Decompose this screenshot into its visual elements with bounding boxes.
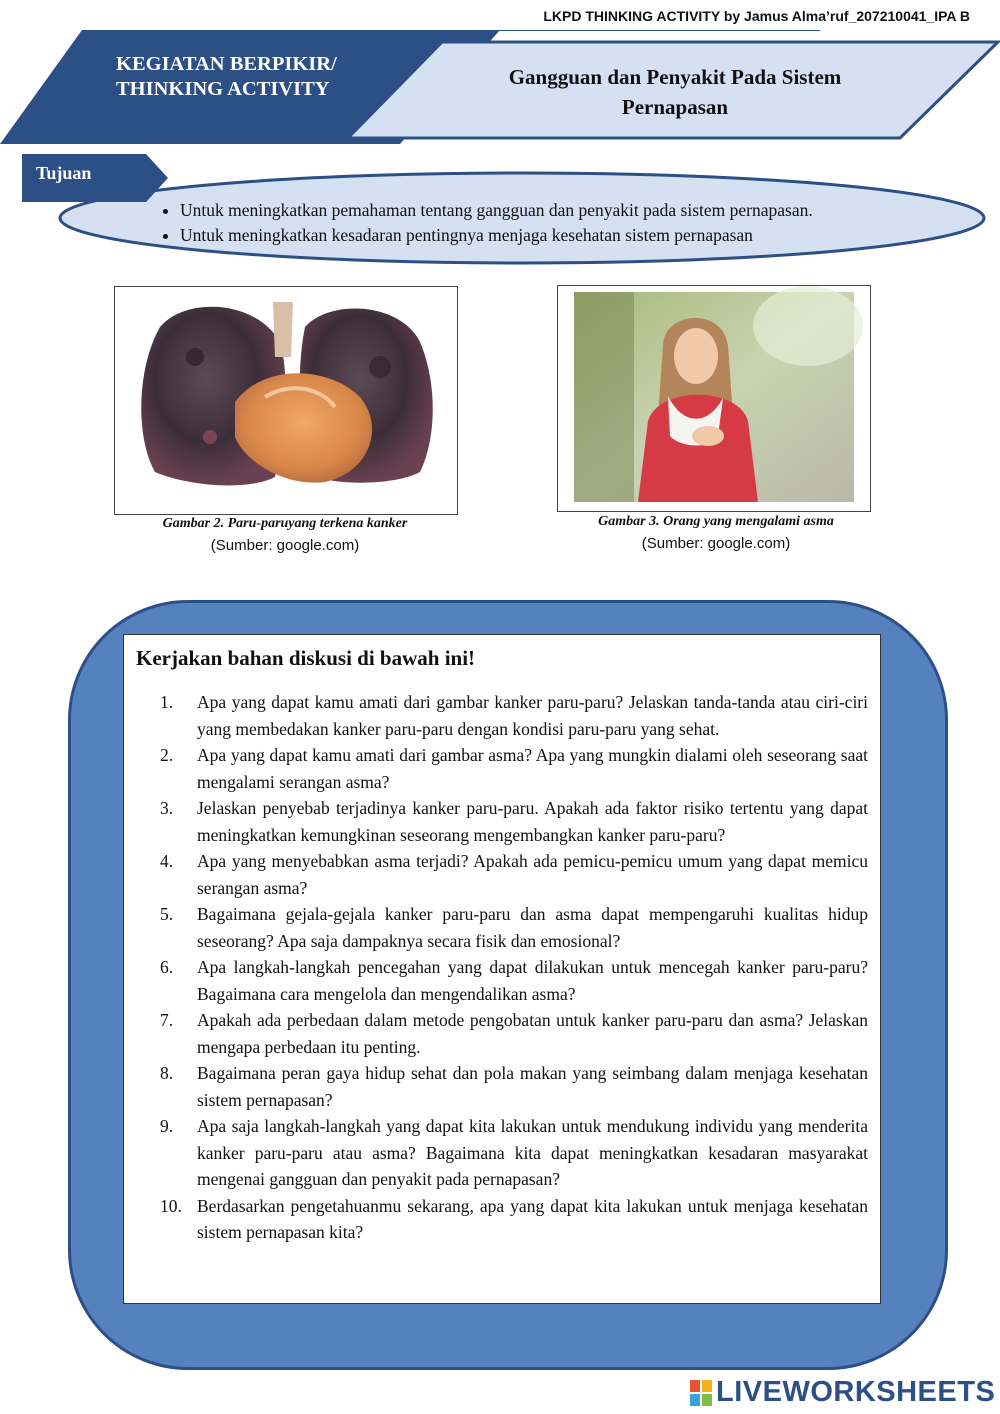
question-item <box>160 954 868 1007</box>
activity-label <box>116 52 337 102</box>
question-text: Berdasarkan pengetahuanmu sekarang, apa yang dapat kita lakukan untuk menjaga kesehatan sistem pernapasan kita? <box>197 1195 868 1242</box>
caption-title: Gambar 3. Orang yang mengalami asma <box>598 514 834 529</box>
figure-asthma-caption <box>557 511 875 555</box>
asthma-image <box>558 286 870 511</box>
question-item <box>160 1113 868 1193</box>
question-item <box>160 901 868 954</box>
caption-title: Gambar 2. Paru-paruyang terkena kanker <box>162 516 408 531</box>
page-title-line1: Gangguan dan Penyakit Pada Sistem <box>508 65 842 89</box>
question-text: Bagaimana gejala-gejala kanker paru-paru dan asma dapat mempengaruhi kualitas hidup seseorang? Apa saja dampaknya secara fisik dan emosional? <box>197 904 868 951</box>
figure-lung-cancer <box>114 286 458 515</box>
figure-lung-cancer-caption <box>114 513 456 557</box>
question-text: Apa yang menyebabkan asma terjadi? Apakah ada pemicu-pemicu umum yang dapat memicu serangan asma? <box>197 851 868 898</box>
tujuan-label: Tujuan <box>36 163 92 183</box>
question-text: Apakah ada perbedaan dalam metode pengobatan untuk kanker paru-paru dan asma? Jelaskan mengapa perbedaan itu penting. <box>197 1010 868 1057</box>
page-title-line2: Pernapasan <box>621 95 729 119</box>
question-number: 2. <box>160 745 174 765</box>
question-text: Bagaimana peran gaya hidup sehat dan pola makan yang seimbang dalam menjaga kesehatan sistem pernapasan? <box>197 1063 868 1110</box>
question-number: 9. <box>160 1116 174 1136</box>
question-item <box>160 1193 868 1246</box>
figure-asthma <box>557 285 871 512</box>
caption-source: (Sumber: google.com) <box>210 537 360 554</box>
liveworksheets-logo[interactable] <box>690 1376 995 1409</box>
question-text: Jelaskan penyebab terjadinya kanker paru-paru. Apakah ada faktor risiko tertentu yang dapat meningkatkan kemungkinan seseorang mengembangkan kanker paru-paru? <box>197 798 868 845</box>
question-number: 5. <box>160 904 174 924</box>
question-item <box>160 795 868 848</box>
activity-label-line2: THINKING ACTIVITY <box>116 78 330 100</box>
question-text: Apa langkah-langkah pencegahan yang dapat dilakukan untuk mencegah kanker paru-paru? Bagaimana cara mengelola dan mengendalikan asma? <box>197 957 868 1004</box>
page-title <box>470 62 880 122</box>
question-item <box>160 1060 868 1113</box>
question-text: Apa yang dapat kamu amati dari gambar kanker paru-paru? Jelaskan tanda-tanda atau ciri-ciri yang membedakan kanker paru-paru dengan kondisi paru-paru yang sehat. <box>197 692 868 739</box>
liveworksheets-logo-icon <box>690 1380 712 1406</box>
header-credit: LKPD THINKING ACTIVITY by Jamus Alma’ruf_207210041_IPA B <box>543 8 970 24</box>
caption-source: (Sumber: google.com) <box>641 535 791 552</box>
lung-cancer-image <box>115 287 457 514</box>
question-number: 6. <box>160 957 174 977</box>
question-item <box>160 1007 868 1060</box>
tujuan-item: • Untuk meningkatkan kesadaran pentingnya menjaga kesehatan sistem pernapasan <box>180 223 980 248</box>
question-number: 7. <box>160 1010 174 1030</box>
question-number: 3. <box>160 798 174 818</box>
question-text: Apa yang dapat kamu amati dari gambar asma? Apa yang mungkin dialami oleh seseorang saat mengalami serangan asma? <box>197 745 868 792</box>
activity-label-line1: KEGIATAN BERPIKIR/ <box>116 53 337 75</box>
question-number: 8. <box>160 1063 174 1083</box>
question-number: 4. <box>160 851 174 871</box>
discussion-title: Kerjakan bahan diskusi di bawah ini! <box>136 646 476 670</box>
tujuan-list <box>140 198 980 248</box>
question-number: 10. <box>160 1195 182 1216</box>
question-text: Apa saja langkah-langkah yang dapat kita lakukan untuk mendukung individu yang menderita kanker paru-paru atau asma? Bagaimana kita dapat meningkatkan kesadaran masyarakat mengenai gangguan dan penyakit pada pernapasan? <box>197 1116 868 1189</box>
liveworksheets-logo-text: LIVEWORKSHEETS <box>716 1376 996 1408</box>
question-item <box>160 848 868 901</box>
question-item <box>160 689 868 742</box>
question-item <box>160 742 868 795</box>
tujuan-item: • Untuk meningkatkan pemahaman tentang gangguan dan penyakit pada sistem pernapasan. <box>180 198 980 223</box>
question-number: 1. <box>160 692 174 712</box>
question-list <box>160 689 868 1246</box>
